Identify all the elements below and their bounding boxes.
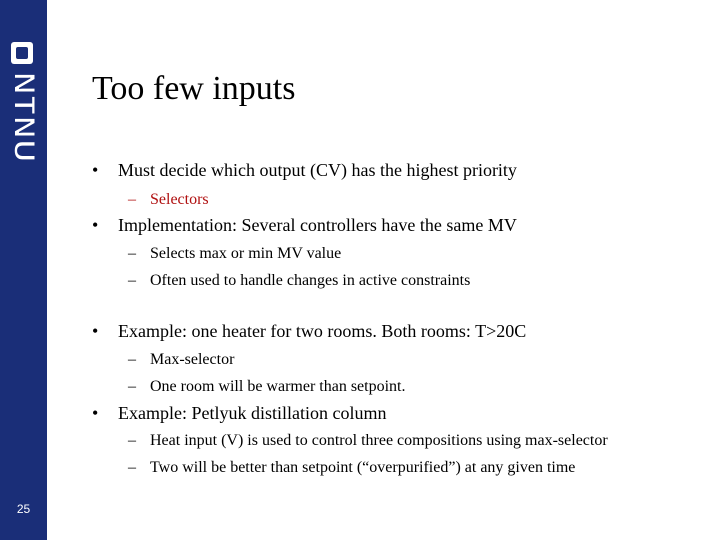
sub-bullet-item: – Selects max or min MV value xyxy=(128,245,342,262)
sub-bullet-item: – Selectors xyxy=(128,191,209,208)
bullet-item: • Example: one heater for two rooms. Both rooms: T>20C xyxy=(92,321,527,341)
dash-icon: – xyxy=(128,459,136,476)
sub-bullet-item: – Two will be better than setpoint (“overpurified”) at any given time xyxy=(128,459,576,476)
dash-icon: – xyxy=(128,432,136,449)
bullet-icon: • xyxy=(92,403,99,423)
page-number: 25 xyxy=(16,502,31,516)
bullet-item: • Must decide which output (CV) has the highest priority xyxy=(92,160,517,180)
bullet-icon: • xyxy=(92,215,99,235)
dash-icon: – xyxy=(128,378,136,395)
sub-bullet-item: – Often used to handle changes in active constraints xyxy=(128,272,471,289)
dash-icon: – xyxy=(128,191,136,208)
bullet-item: • Example: Petlyuk distillation column xyxy=(92,403,387,423)
dash-icon: – xyxy=(128,272,136,289)
dash-icon: – xyxy=(128,245,136,262)
bullet-icon: • xyxy=(92,321,99,341)
bullet-icon: • xyxy=(92,160,99,180)
dash-icon: – xyxy=(128,351,136,368)
ntnu-logo-icon xyxy=(11,42,33,64)
sub-bullet-item: – Max-selector xyxy=(128,351,235,368)
ntnu-sidebar xyxy=(0,0,47,540)
sub-bullet-item: – Heat input (V) is used to control three compositions using max-selector xyxy=(128,432,608,449)
bullet-item: • Implementation: Several controllers have the same MV xyxy=(92,215,517,235)
slide-title: Too few inputs xyxy=(92,70,296,107)
ntnu-logo-text: NTNU xyxy=(7,72,41,164)
sub-bullet-item: – One room will be warmer than setpoint. xyxy=(128,378,406,395)
